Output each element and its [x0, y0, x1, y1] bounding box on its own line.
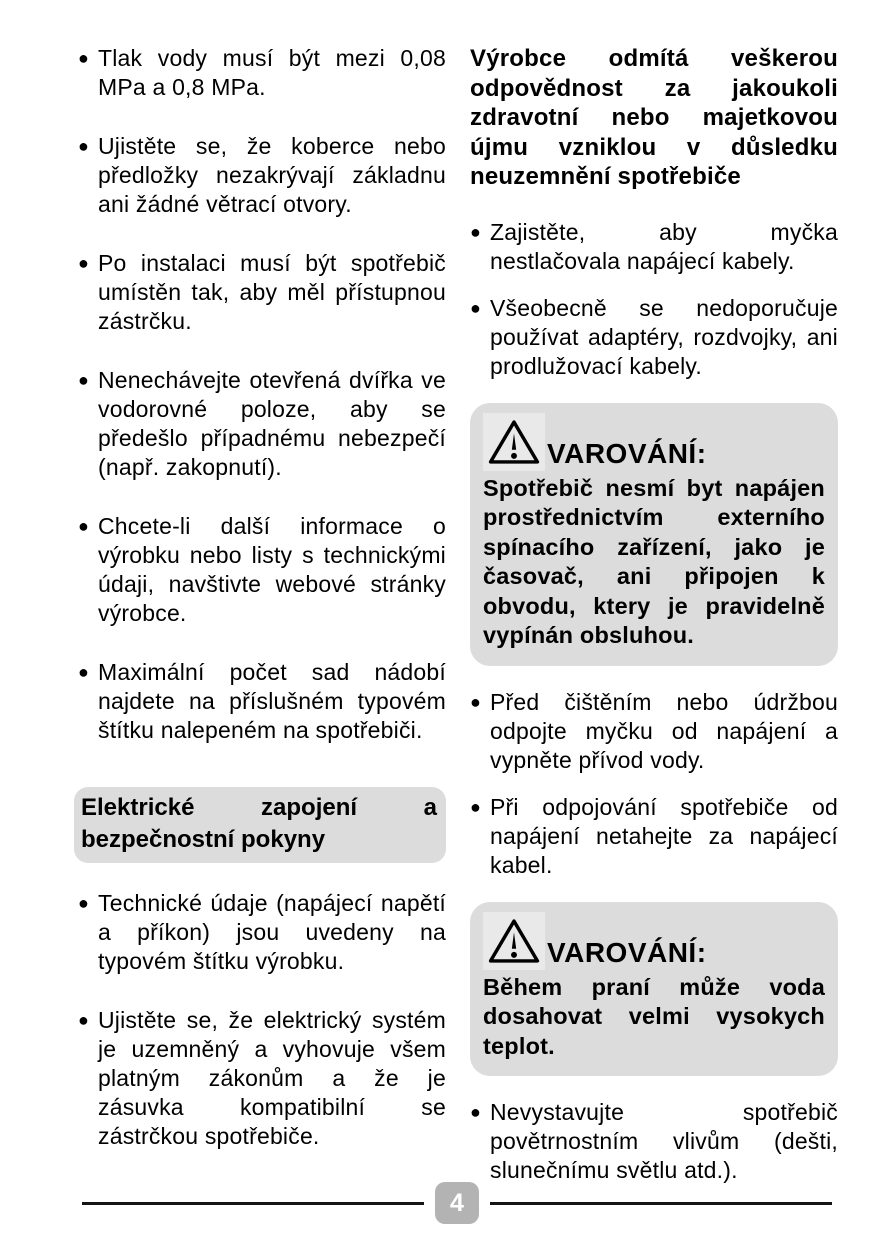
list-item [78, 1006, 446, 1151]
list-item [78, 889, 446, 976]
page-footer [82, 1182, 832, 1224]
bullet-text: Při odpojování spotřebiče od napájení netahejte za napájecí kabel. [490, 793, 838, 878]
right-bullet-list-mid [470, 688, 838, 880]
bullet-icon: ● [78, 1010, 90, 1030]
intro-paragraph: Výrobce odmítá veškerou odpovědnost za jakoukoli zdravotní nebo majetkovou újmu vzniklou v důsledku neuzemnění spotřebiče [470, 45, 838, 190]
list-item [78, 132, 446, 219]
list-item [78, 512, 446, 628]
list-item [78, 44, 446, 102]
bullet-icon: ● [470, 1102, 482, 1122]
left-column [78, 44, 446, 1185]
footer-rule-right [490, 1202, 832, 1205]
bullet-icon: ● [78, 48, 90, 68]
warning-triangle-icon [483, 912, 545, 970]
page-number-badge: 4 [435, 1182, 479, 1224]
bullet-text: Nenechávejte otevřená dvířka ve vodorovné poloze, aby se předešlo případnému nebezpečí (např. zakopnutí). [98, 367, 446, 480]
warning-header [483, 413, 825, 471]
bullet-text: Všeobecně se nedoporučuje používat adaptéry, rozdvojky, ani prodlužovací kabely. [490, 294, 838, 379]
left-bullet-list-bottom [78, 889, 446, 1151]
warning-title: VAROVÁNÍ: [547, 437, 707, 469]
list-item [78, 366, 446, 482]
list-item [78, 249, 446, 336]
bullet-text: Technické údaje (napájecí napětí a příkon) jsou uvedeny na typovém štítku výrobku. [98, 890, 446, 974]
list-item [470, 1098, 838, 1185]
list-item [470, 294, 838, 381]
list-item [470, 688, 838, 775]
right-column [470, 44, 838, 1185]
bullet-text: Ujistěte se, že koberce nebo předložky nezakrývají základnu ani žádné větrací otvory. [98, 133, 446, 217]
bullet-icon: ● [470, 297, 482, 318]
warning-box-2 [470, 902, 838, 1077]
bullet-icon: ● [78, 136, 90, 156]
left-bullet-list-top [78, 44, 446, 745]
bullet-text: Po instalaci musí být spotřebič umístěn tak, aby měl přístupnou zástrčku. [98, 250, 446, 334]
bullet-text: Zajistěte, aby myčka nestlačovala napájecí kabely. [490, 218, 838, 274]
bullet-icon: ● [78, 253, 90, 273]
warning-title: VAROVÁNÍ: [547, 936, 707, 968]
bullet-text: Maximální počet sad nádobí najdete na příslušném typovém štítku nalepeném na spotřebiči. [98, 659, 446, 743]
footer-rule-left [82, 1202, 424, 1205]
bullet-icon: ● [78, 893, 90, 913]
bullet-icon: ● [78, 662, 90, 682]
bullet-icon: ● [78, 516, 90, 536]
list-item [78, 658, 446, 745]
bullet-icon: ● [470, 221, 482, 242]
bullet-icon: ● [470, 796, 482, 817]
warning-body: Spotřebič nesmí byt napájen prostřednictvím externího spínacího zařízení, jako je časovač, ani připojen k obvodu, ktery je pravidelně vypínán obsluhou. [483, 474, 825, 648]
section-heading: Elektrické zapojení a bezpečnostní pokyny [74, 787, 446, 863]
bullet-text: Ujistěte se, že elektrický systém je uzemněný a vyhovuje všem platným zákonům a že je zásuvka kompatibilní se zástrčkou spotřebiče. [98, 1007, 446, 1149]
warning-body: Během praní může voda dosahovat velmi vysokych teplot. [483, 973, 825, 1059]
warning-box-1 [470, 403, 838, 666]
bullet-text: Nevystavujte spotřebič povětrnostním vlivům (dešti, slunečnímu světlu atd.). [490, 1099, 838, 1183]
list-item [470, 793, 838, 880]
bullet-text: Chcete-li další informace o výrobku nebo listy s technickými údaji, navštivte webové stránky výrobce. [98, 513, 446, 626]
bullet-icon: ● [78, 370, 90, 390]
right-bullet-list-bottom [470, 1098, 838, 1185]
warning-triangle-icon [483, 413, 545, 471]
list-item [470, 218, 838, 276]
bullet-text: Tlak vody musí být mezi 0,08 MPa a 0,8 MPa. [98, 45, 446, 100]
bullet-icon: ● [470, 691, 482, 712]
warning-header [483, 912, 825, 970]
right-bullet-list-top [470, 218, 838, 381]
bullet-text: Před čištěním nebo údržbou odpojte myčku od napájení a vypněte přívod vody. [490, 688, 838, 773]
